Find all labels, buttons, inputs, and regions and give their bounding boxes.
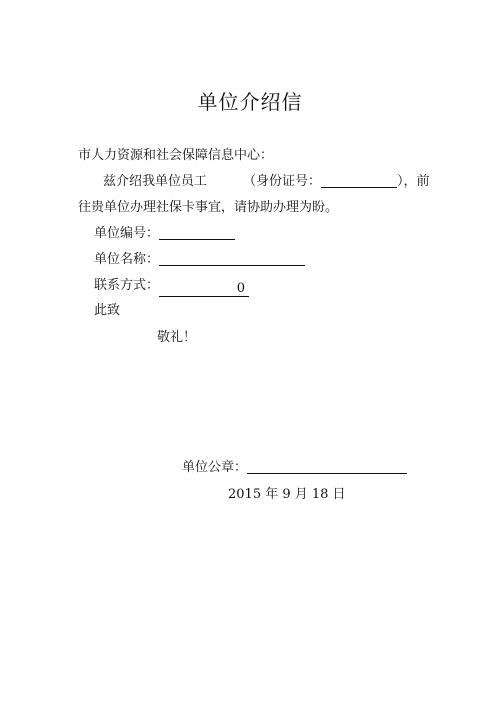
id-number-blank [321,173,397,188]
id-label: （身份证号： [243,174,322,189]
recipient-line: 市人力资源和社会保障信息中心： [78,148,274,163]
unit-number-row [94,225,235,243]
contact-value: 0 [159,282,249,297]
date-text: 2015 年 9 月 18 日 [228,487,346,502]
unit-number-blank [159,225,235,240]
id-suffix: ），前 [397,174,430,189]
contact-label: 联系方式： [94,278,160,293]
unit-name-label: 单位名称： [94,252,160,267]
salute-text: 敬礼！ [157,330,197,345]
intro-line [103,173,430,191]
intro-prefix: 兹介绍我单位员工 [103,174,208,189]
contact-row [94,277,249,297]
unit-name-blank [159,251,305,266]
seal-row [182,459,407,477]
closing-text: 此致 [94,303,121,318]
unit-name-row [94,251,305,269]
seal-blank [247,459,407,474]
body-line-2: 往贵单位办理社保卡事宜，请协助办理为盼。 [78,200,339,215]
seal-label: 单位公章： [182,460,248,475]
unit-number-label: 单位编号： [94,226,160,241]
document-title: 单位介绍信 [197,90,303,114]
